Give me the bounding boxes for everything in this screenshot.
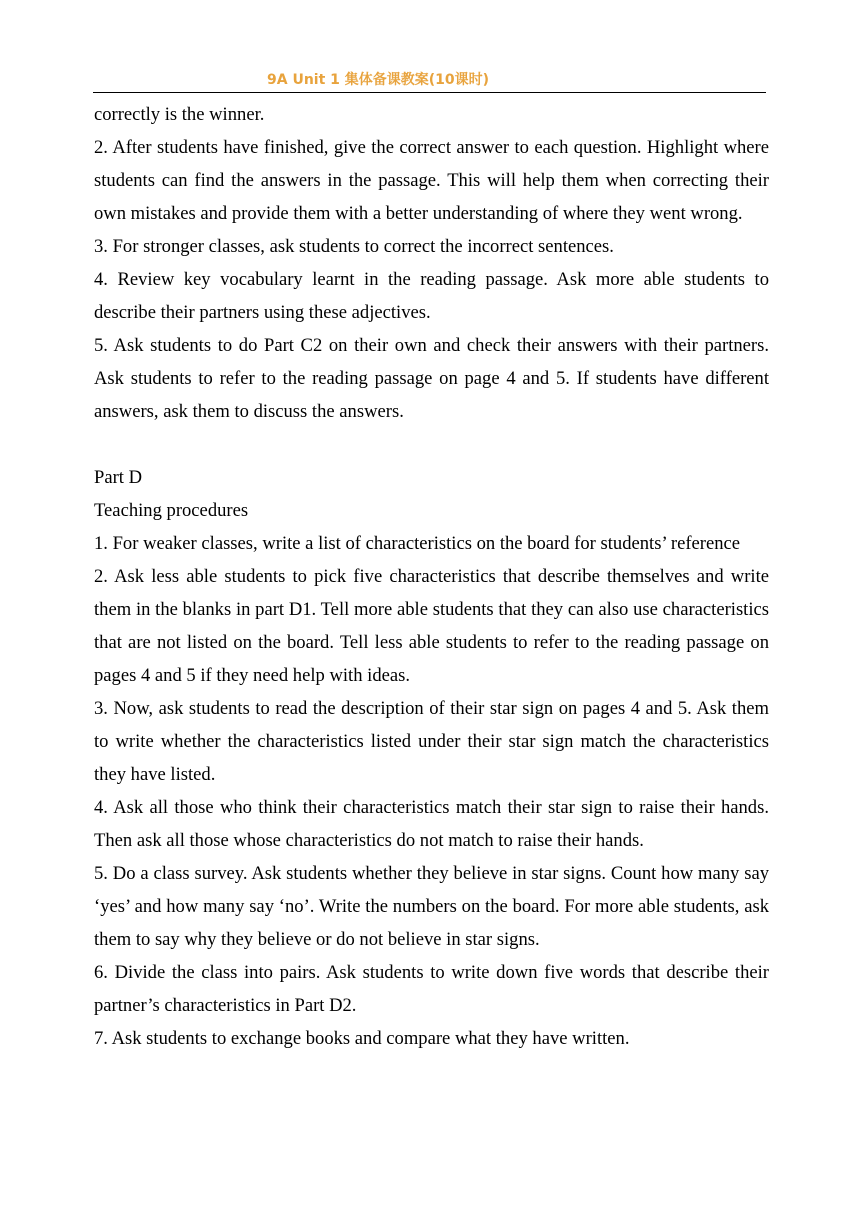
procedure-step: 5. Do a class survey. Ask students whether they believe in star signs. Count how many say ‘yes’ and how many say ‘no’. Write the numbers on the board. For more able students, ask them to say why they believe or do not believe in star signs. (94, 863, 769, 950)
procedure-step: 2. Ask less able students to pick five characteristics that describe themselves and write them in the blanks in part D1. Tell more able students that they can also use characteristics that are not listed on the board. Tell less able students to refer to the reading passage on pages 4 and 5 if they need help with ideas. (94, 566, 769, 686)
procedure-step: 6. Divide the class into pairs. Ask students to write down five words that describe their partner’s characteristics in Part D2. (94, 962, 769, 1016)
procedure-step: 4. Ask all those who think their characteristics match their star sign to raise their hands. Then ask all those whose characteristics do not match to raise their hands. (94, 797, 769, 851)
paragraph: 5. Ask students to do Part C2 on their own and check their answers with their partners. Ask students to refer to the reading passage on page 4 and 5. If students have different answers, ask them to discuss the answers. (94, 335, 769, 422)
paragraph: correctly is the winner. (94, 104, 265, 125)
procedure-step: 1. For weaker classes, write a list of characteristics on the board for students’ reference (94, 533, 741, 554)
section-subheading: Teaching procedures (94, 500, 249, 521)
procedure-step: 3. Now, ask students to read the description of their star sign on pages 4 and 5. Ask them to write whether the characteristics listed under their star sign match the characteristics they have listed. (94, 698, 769, 785)
document-body (94, 98, 769, 1055)
paragraph: 4. Review key vocabulary learnt in the reading passage. Ask more able students to describe their partners using these adjectives. (94, 269, 769, 323)
procedure-step: 7. Ask students to exchange books and compare what they have written. (94, 1028, 630, 1049)
section-heading: Part D (94, 467, 143, 488)
paragraph: 3. For stronger classes, ask students to correct the incorrect sentences. (94, 236, 614, 257)
blank-line (94, 428, 769, 461)
page-header (93, 71, 766, 93)
header-title: 9A Unit 1 集体备课教案(10课时) (267, 72, 490, 88)
paragraph: 2. After students have finished, give the correct answer to each question. Highlight where students can find the answers in the passage. This will help them when correcting their own mistakes and provide them with a better understanding of where they went wrong. (94, 137, 769, 224)
